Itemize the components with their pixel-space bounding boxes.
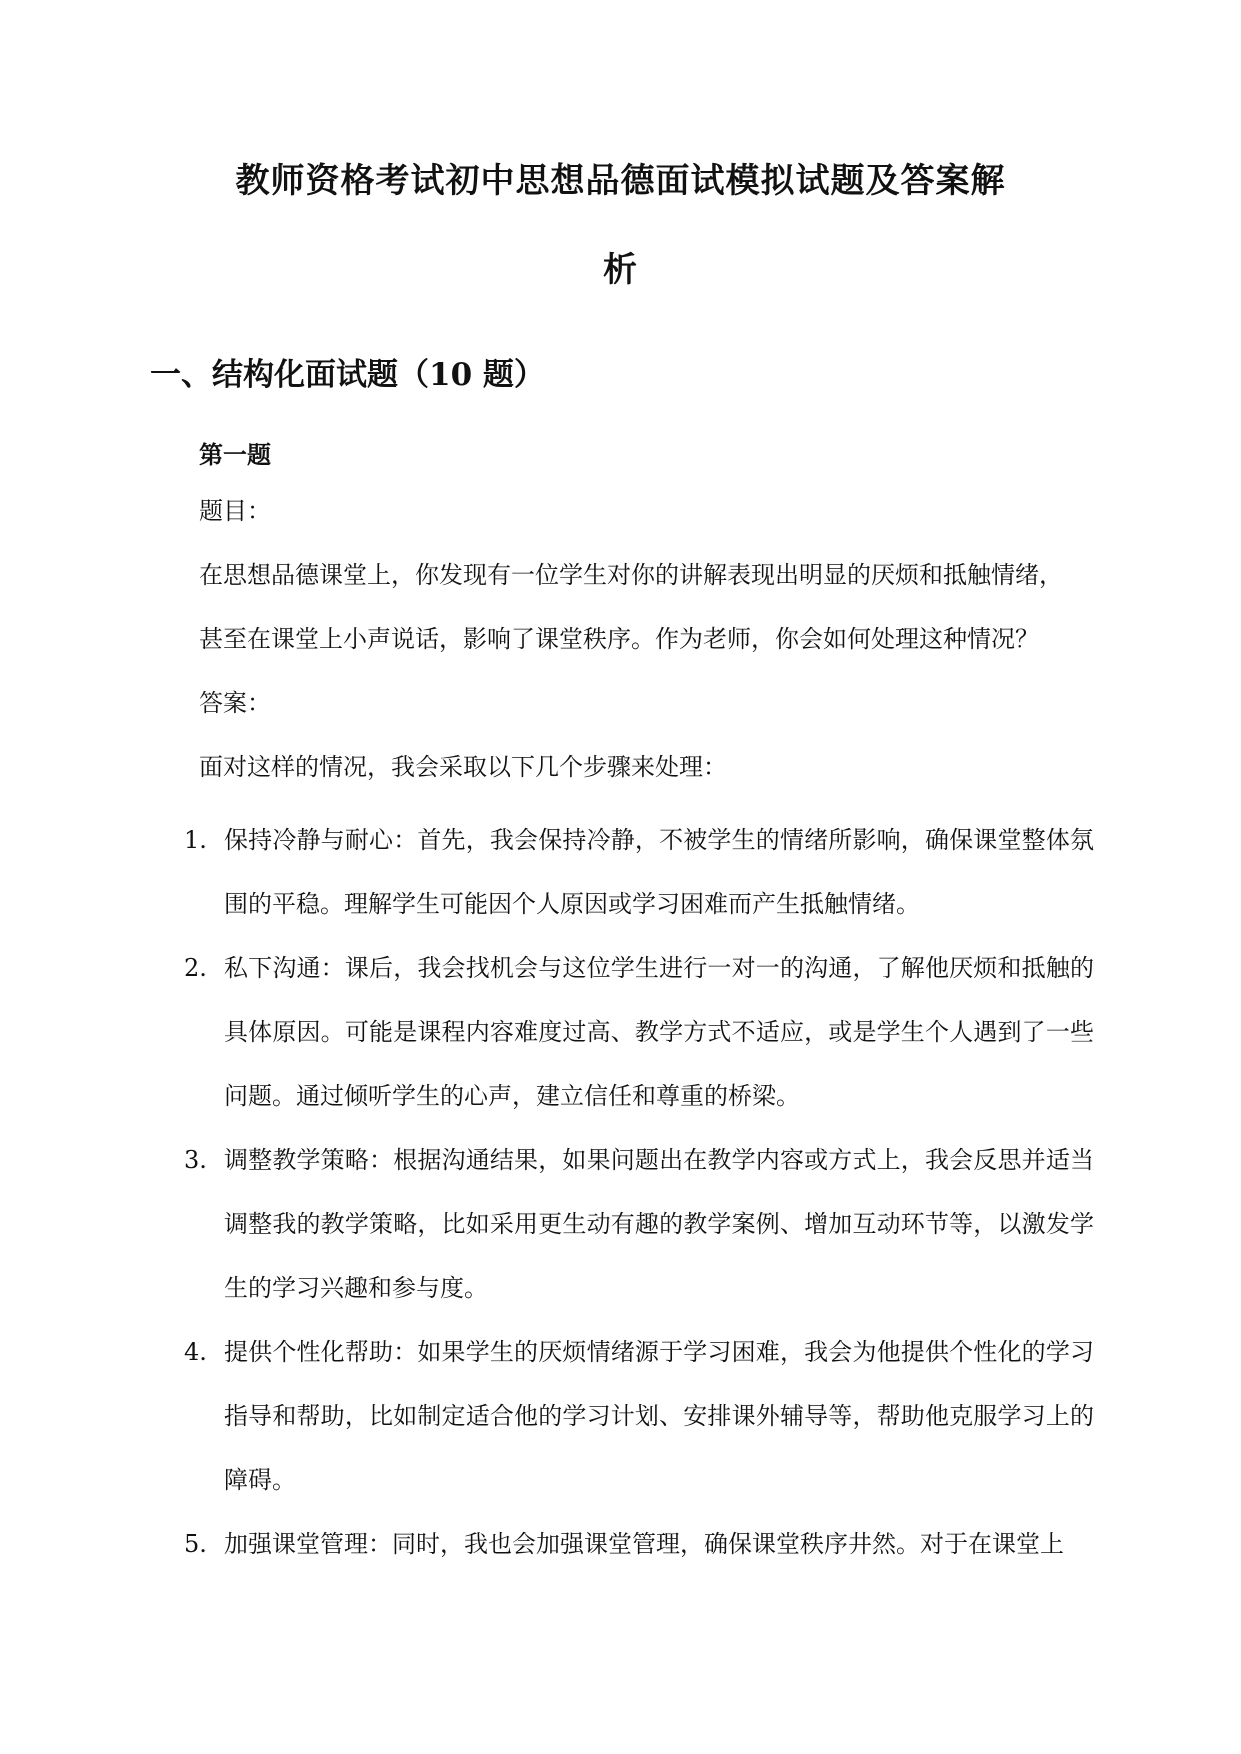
list-item-number: 5. xyxy=(184,1530,207,1558)
list-item-text: 调整教学策略：根据沟通结果，如果问题出在教学内容或方式上，我会反思并适当调整我的教学策略，比如采用更生动有趣的教学案例、增加互动环节等，以激发学生的学习兴趣和参与度。 xyxy=(224,1146,1094,1302)
answer-steps-list xyxy=(184,808,1094,1576)
list-item xyxy=(184,1512,1094,1576)
list-item-number: 1. xyxy=(184,826,207,854)
list-item-text: 保持冷静与耐心：首先，我会保持冷静，不被学生的情绪所影响，确保课堂整体氛围的平稳。理解学生可能因个人原因或学习困难而产生抵触情绪。 xyxy=(224,826,1094,918)
prompt-label: 题目： xyxy=(199,497,271,525)
question-heading: 第一题 xyxy=(199,440,271,469)
answer-label: 答案： xyxy=(199,689,271,717)
list-item-number: 4. xyxy=(184,1338,207,1366)
list-item-number: 2. xyxy=(184,954,207,982)
section-heading: 一、结构化面试题（10 题） xyxy=(150,357,545,393)
list-item xyxy=(184,1320,1094,1512)
list-item-text: 加强课堂管理：同时，我也会加强课堂管理，确保课堂秩序井然。对于在课堂上 xyxy=(224,1530,1064,1558)
prompt-line-1: 在思想品德课堂上，你发现有一位学生对你的讲解表现出明显的厌烦和抵触情绪， xyxy=(199,561,1063,589)
list-item xyxy=(184,808,1094,936)
list-item-number: 3. xyxy=(184,1146,207,1174)
document-title-line-2: 析 xyxy=(603,250,638,290)
list-item-text: 私下沟通：课后，我会找机会与这位学生进行一对一的沟通，了解他厌烦和抵触的具体原因。可能是课程内容难度过高、教学方式不适应，或是学生个人遇到了一些问题。通过倾听学生的心声，建立信任和尊重的桥梁。 xyxy=(224,954,1094,1110)
list-item-text: 提供个性化帮助：如果学生的厌烦情绪源于学习困难，我会为他提供个性化的学习指导和帮助，比如制定适合他的学习计划、安排课外辅导等，帮助他克服学习上的障碍。 xyxy=(224,1338,1094,1494)
prompt-line-2: 甚至在课堂上小声说话，影响了课堂秩序。作为老师，你会如何处理这种情况？ xyxy=(199,625,1039,653)
document-title-line-1: 教师资格考试初中思想品德面试模拟试题及答案解 xyxy=(235,161,1006,201)
list-item xyxy=(184,1128,1094,1320)
answer-intro: 面对这样的情况，我会采取以下几个步骤来处理： xyxy=(199,753,727,781)
list-item xyxy=(184,936,1094,1128)
